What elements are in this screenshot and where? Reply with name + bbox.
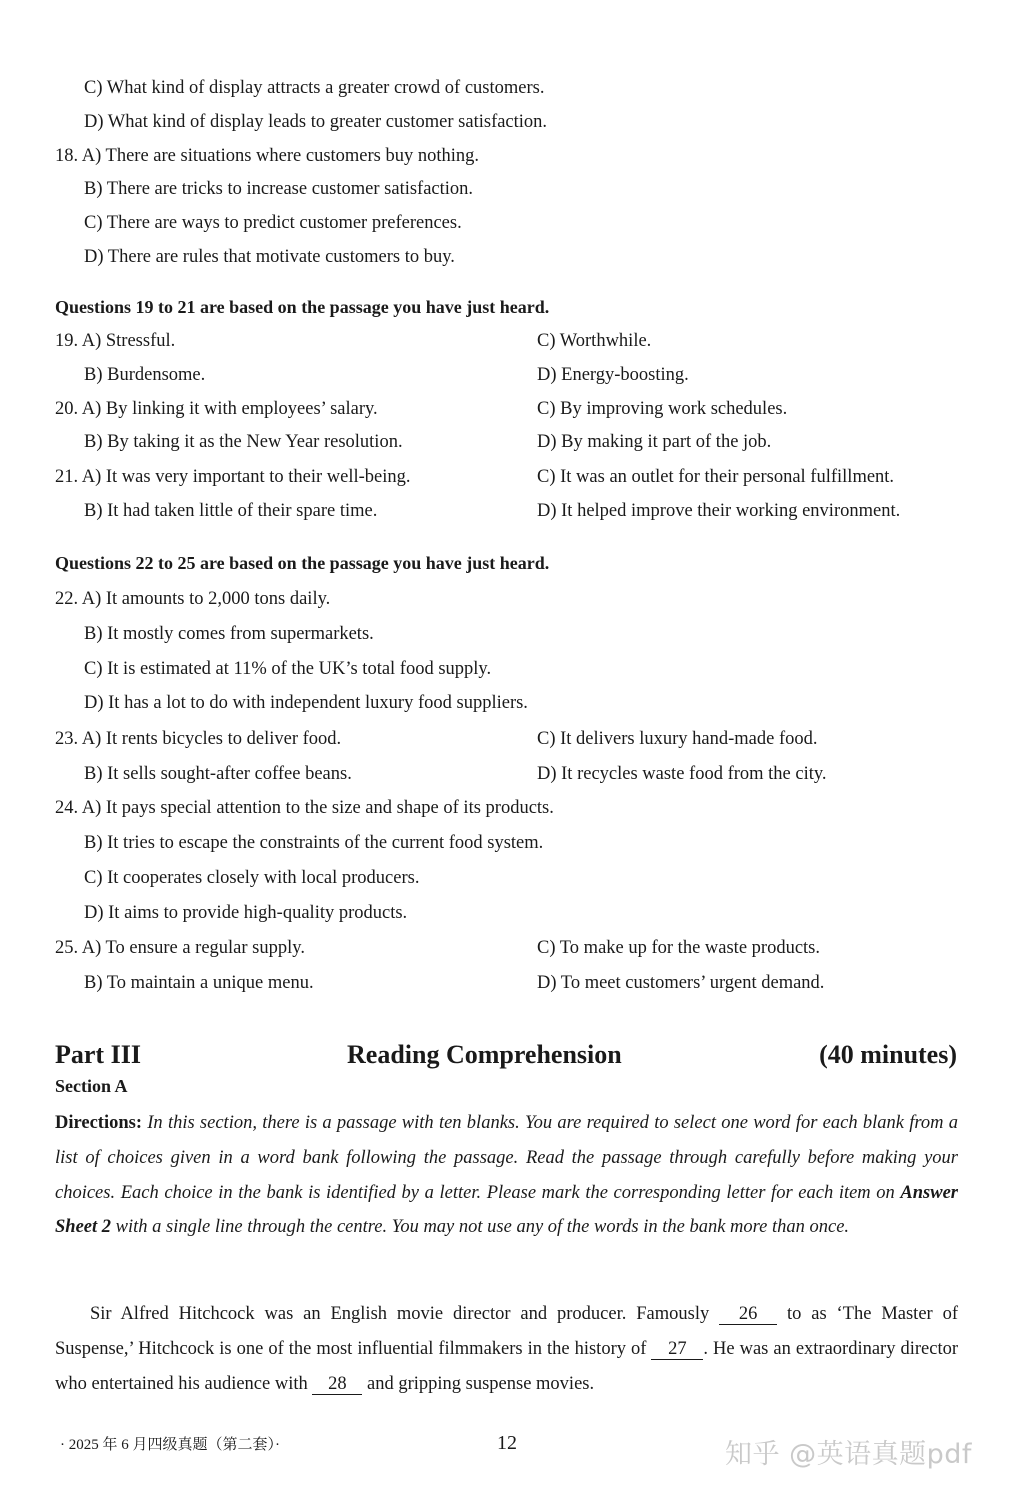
q23-option-d: D) It recycles waste food from the city.	[537, 764, 827, 784]
directions-text-1: In this section, there is a passage with ten blanks. You are required to select one word for each blank from a list of choices given in a word bank following the passage. Read the passage through carefully before making your choices. Each choice in the bank is identified by a letter. Please mark the corresponding letter for each item on	[55, 1113, 958, 1203]
reading-passage	[55, 1297, 958, 1402]
q19-option-b: B) Burdensome.	[84, 365, 206, 385]
part-header	[55, 1040, 957, 1074]
part-label: Part III	[55, 1040, 141, 1069]
section-title: Section A	[55, 1076, 128, 1096]
blank-27: 27	[651, 1339, 703, 1360]
q17-option-c: C) What kind of display attracts a greater crowd of customers.	[84, 78, 545, 98]
q23-option-c: C) It delivers luxury hand-made food.	[537, 729, 818, 749]
q22-option-d: D) It has a lot to do with independent luxury food suppliers.	[84, 693, 528, 713]
q24-option-a: 24. A) It pays special attention to the size and shape of its products.	[55, 798, 554, 818]
directions	[55, 1106, 958, 1245]
watermark: 知乎 @英语真题pdf	[725, 1439, 972, 1470]
q18-option-a: 18. A) There are situations where customers buy nothing.	[55, 146, 480, 166]
q24-option-b: B) It tries to escape the constraints of the current food system.	[84, 833, 544, 853]
section-heading-19-21: Questions 19 to 21 are based on the passage you have just heard.	[55, 297, 550, 317]
passage-text-2: to as ‘The Master of Suspense,’ Hitchcock is one of the most influential filmmakers in the history of	[55, 1304, 958, 1359]
q18-option-d: D) There are rules that motivate customers to buy.	[84, 247, 455, 267]
q25-option-a: 25. A) To ensure a regular supply.	[55, 938, 305, 958]
q24-option-c: C) It cooperates closely with local producers.	[84, 868, 420, 888]
part-title: Reading Comprehension	[347, 1040, 622, 1069]
blank-28: 28	[312, 1374, 362, 1395]
q20-option-b: B) By taking it as the New Year resolution.	[84, 432, 403, 452]
footer-exam-label: · 2025 年 6 月四级真题（第二套）·	[60, 1437, 280, 1453]
q23-option-a: 23. A) It rents bicycles to deliver food.	[55, 729, 342, 749]
section-heading-22-25: Questions 22 to 25 are based on the passage you have just heard.	[55, 553, 550, 573]
q25-option-c: C) To make up for the waste products.	[537, 938, 820, 958]
q20-option-a: 20. A) By linking it with employees’ salary.	[55, 399, 378, 419]
q19-option-a: 19. A) Stressful.	[55, 331, 176, 351]
blank-26: 26	[719, 1304, 777, 1325]
q24-option-d: D) It aims to provide high-quality products.	[84, 903, 408, 923]
q21-option-d: D) It helped improve their working environment.	[537, 501, 901, 521]
q17-option-d: D) What kind of display leads to greater customer satisfaction.	[84, 112, 548, 132]
q18-option-b: B) There are tricks to increase customer satisfaction.	[84, 179, 474, 199]
q22-option-b: B) It mostly comes from supermarkets.	[84, 624, 374, 644]
q22-option-a: 22. A) It amounts to 2,000 tons daily.	[55, 589, 331, 609]
q25-option-d: D) To meet customers’ urgent demand.	[537, 973, 825, 993]
q19-option-d: D) Energy-boosting.	[537, 365, 689, 385]
passage-text-4: and gripping suspense movies.	[362, 1374, 595, 1394]
q21-option-b: B) It had taken little of their spare time.	[84, 501, 378, 521]
q20-option-d: D) By making it part of the job.	[537, 432, 772, 452]
q22-option-c: C) It is estimated at 11% of the UK’s total food supply.	[84, 659, 492, 679]
q21-option-c: C) It was an outlet for their personal fulfillment.	[537, 467, 895, 487]
page-number: 12	[497, 1432, 517, 1454]
directions-label: Directions:	[55, 1113, 142, 1133]
passage-text-3: . He was an extraordinary director who entertained his audience with	[55, 1339, 958, 1394]
q25-option-b: B) To maintain a unique menu.	[84, 973, 314, 993]
q23-option-b: B) It sells sought-after coffee beans.	[84, 764, 352, 784]
directions-text-2: with a single line through the centre. You may not use any of the words in the bank more than once.	[111, 1217, 850, 1238]
q18-option-c: C) There are ways to predict customer preferences.	[84, 213, 462, 233]
q19-option-c: C) Worthwhile.	[537, 331, 652, 351]
directions-answer-sheet: Answer Sheet 2	[55, 1182, 958, 1238]
q20-option-c: C) By improving work schedules.	[537, 399, 788, 419]
passage-text-1: Sir Alfred Hitchcock was an English movie director and producer. Famously	[90, 1304, 720, 1324]
part-time: (40 minutes)	[819, 1040, 957, 1069]
q21-option-a: 21. A) It was very important to their well-being.	[55, 467, 411, 487]
